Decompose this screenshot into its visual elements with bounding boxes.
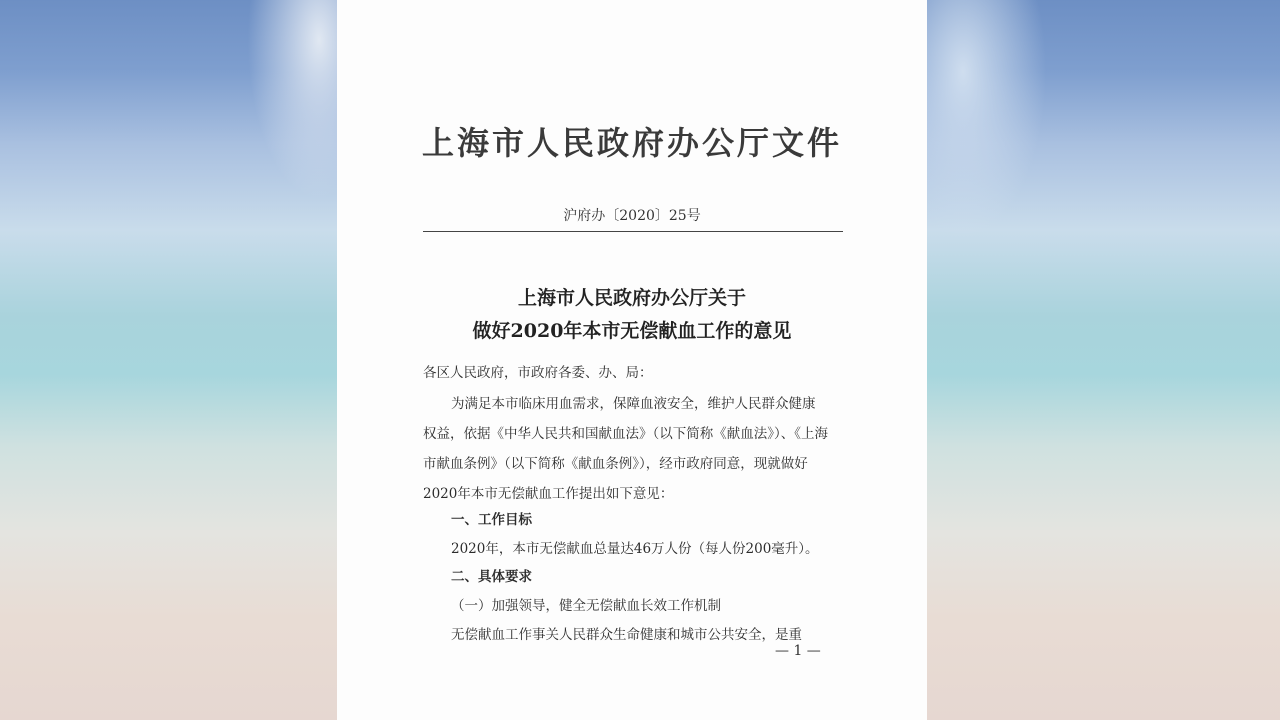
intro-line-3: 市献血条例》（以下简称《献血条例》），经市政府同意，现就做好 xyxy=(423,456,808,472)
section-1-heading: 一、工作目标 xyxy=(451,512,532,528)
subsection-1-heading: （一）加强领导，健全无偿献血长效工作机制 xyxy=(451,598,721,614)
header-divider xyxy=(423,231,843,232)
subsection-1-text: 无偿献血工作事关人民群众生命健康和城市公共安全，是重 xyxy=(451,627,802,643)
intro-line-2: 权益，依据《中华人民共和国献血法》（以下简称《献血法》）、《上海 xyxy=(423,426,828,442)
document-page xyxy=(337,0,927,720)
left-background-blur xyxy=(0,0,337,720)
page-number: — 1 — xyxy=(775,643,821,659)
document-title-line-2: 做好2020年本市无偿献血工作的意见 xyxy=(472,320,792,342)
intro-line-4: 2020年本市无偿献血工作提出如下意见： xyxy=(423,486,674,502)
document-header: 上海市人民政府办公厅文件 xyxy=(421,124,842,162)
section-2-heading: 二、具体要求 xyxy=(451,569,532,585)
intro-line-1: 为满足本市临床用血需求，保障血液安全，维护人民群众健康 xyxy=(451,396,816,412)
right-background-blur xyxy=(927,0,1280,720)
document-title-line-1: 上海市人民政府办公厅关于 xyxy=(517,287,746,309)
addressee: 各区人民政府，市政府各委、办、局： xyxy=(423,365,653,381)
document-number: 沪府办〔2020〕25号 xyxy=(563,208,701,224)
section-1-text: 2020年，本市无偿献血总量达46万人份（每人份200毫升）。 xyxy=(451,541,819,557)
